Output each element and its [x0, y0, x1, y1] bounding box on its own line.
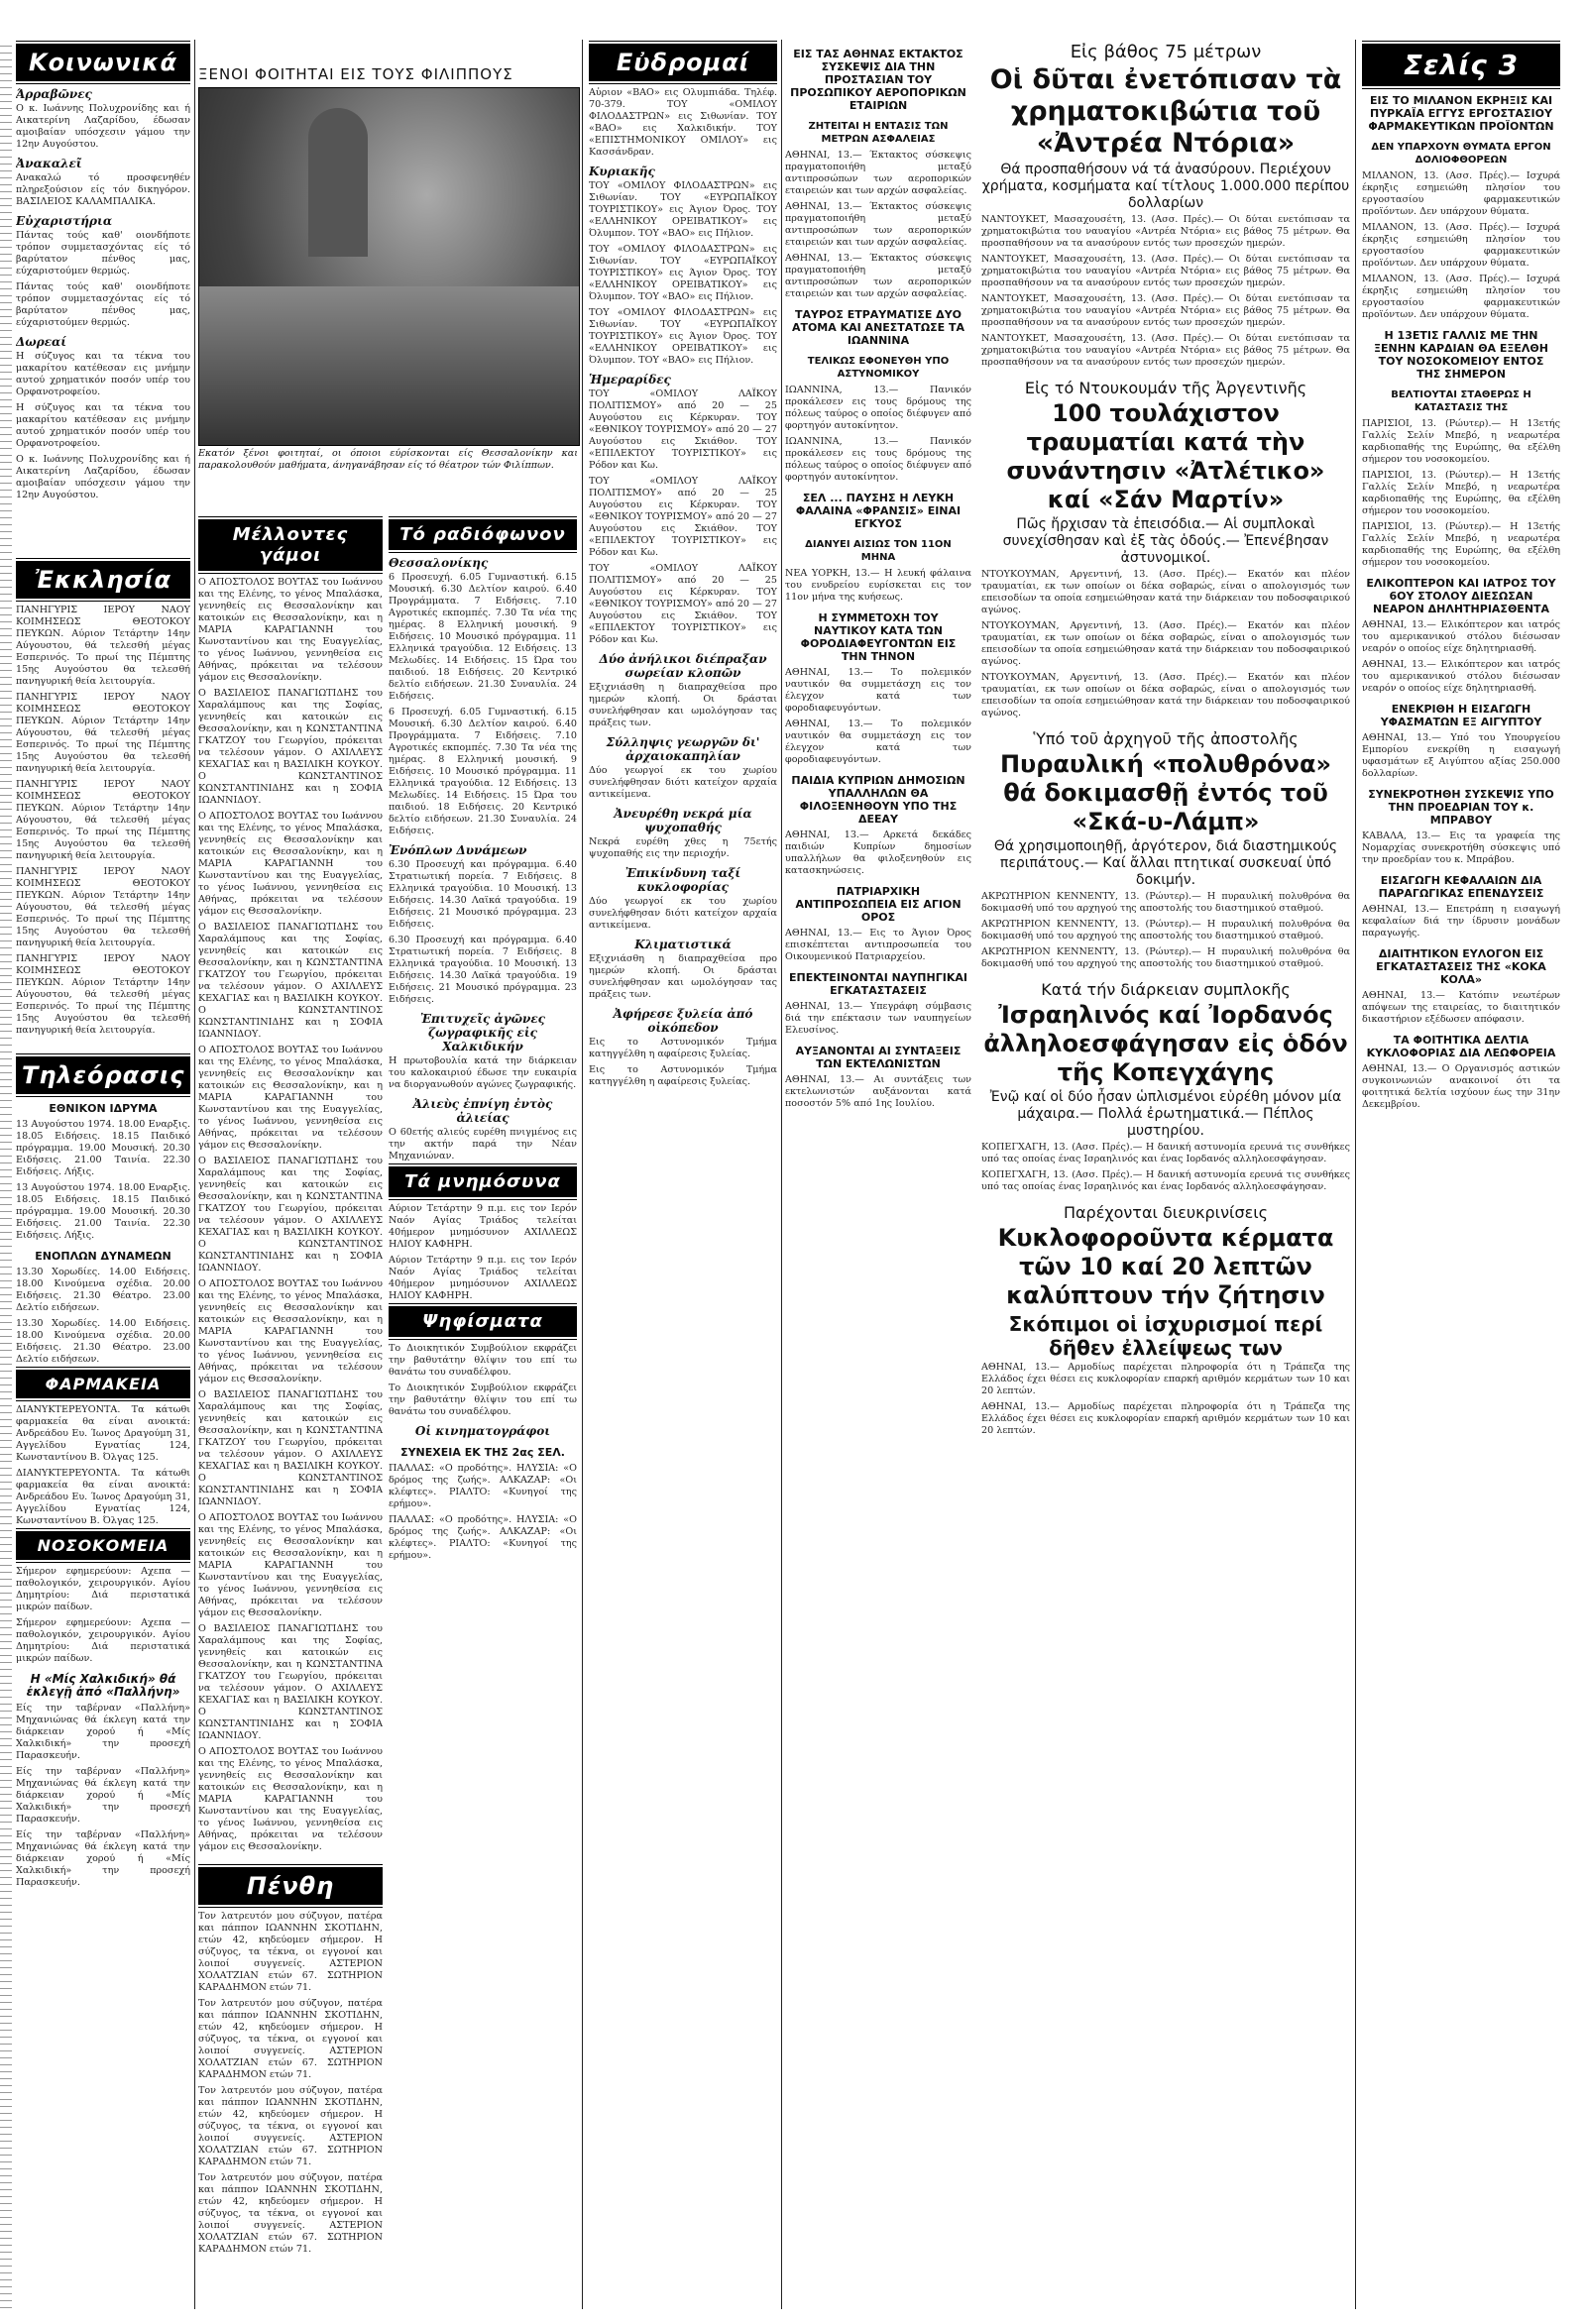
- article-headline: Κλιματιστικά: [634, 938, 732, 951]
- article-headline: ΕΠΕΚΤΕΙΝΟΝΤΑΙ ΝΑΥΠΗΓΙΚΑΙ ΕΓΚΑΤΑΣΤΑΣΕΙΣ: [789, 971, 967, 997]
- wedding-text: Ο ΑΠΟΣΤΟΛΟΣ ΒΟΥΤΑΣ του Ιωάννου και της Ελένης, το γένος Μπαλάσκα, γεννηθείς εις Θεσσαλονίκην και κατοικών εις Θεσσαλονίκην, και η ΜΑΡΙΑ ΚΑΡΑΓΙΑΝΝΗ του Κωνσταντίνου και της Ευαγγελίας, το γένος Ιωάννου, γεννηθείσα εις Αθήνας, πρόκειται να τελέσουν γάμον εις Θεσσαλονίκην.: [198, 1746, 383, 1852]
- article-kicker: Παρέχονται διευκρινίσεις: [1063, 1203, 1269, 1222]
- tv-channel-title: ΕΝΟΠΛΩΝ ΔΥΝΑΜΕΩΝ: [35, 1250, 171, 1263]
- article-text: ΑΘΗΝΑΙ, 13.— Επετράπη η εισαγωγή κεφαλαίων διά την ίδρυσιν μονάδων παραγωγής.: [1362, 904, 1560, 939]
- tv-schedule: 13.30 Χορωδίες. 14.00 Ειδήσεις. 18.00 Κινούμενα σχέδια. 20.00 Ειδήσεις. 21.30 Θέατρο. 23.00 Δελτίο ειδήσεων.: [16, 1267, 190, 1313]
- article-headline: ΤΑΥΡΟΣ ΕΤΡΑΥΜΑΤΙΣΕ ΔΥΟ ΑΤΟΜΑ ΚΑΙ ΑΝΕΣΤΑΤΩΣΕ ΤΑ ΙΩΑΝΝΙΝΑ: [791, 308, 965, 347]
- article-text: ΑΘΗΝΑΙ, 13.— Εις το Άγιον Όρος επισκέπτεται αντιπροσωπεία του Οικουμενικού Πατριαρχείου.: [785, 928, 971, 962]
- article-subheadline: Σκόπιμοι οἱ ἰσχυρισμοί περί δῆθεν ἐλλείψεως των: [1008, 1312, 1323, 1360]
- article-text: ΙΩΑΝΝΙΝΑ, 13.— Πανικόν προκάλεσεν εις τους δρόμους της πόλεως ταύρος ο οποίος διέφυγεν από φορτηγόν αυτοκίνητον.: [785, 385, 971, 431]
- pharmacies-text: ΔΙΑΝΥΚΤΕΡΕΥΟΝΤΑ. Τα κάτωθι φαρμακεία θα είναι ανοικτά: Ανδρεάδου Ευ. Ίωνος Δραγούμη 31, Αγγελίδου Εγνατίας 124, Κωνσταντίνου Β. Όλγας 125.: [16, 1468, 190, 1526]
- tv-channel-title: ΕΘΝΙΚΟΝ ΙΔΡΥΜΑ: [49, 1102, 158, 1115]
- article-text: ΠΑΡΙΣΙΟΙ, 13. (Ρώυτερ).— Η 13ετής Γαλλίς Σελίν Μπεβό, η νεαρωτέρα καρδιοπαθής της Ευρώπης, θα εξέλθη σήμερον του νοσοκομείου.: [1362, 521, 1560, 568]
- article-text: ΝΑΝΤΟΥΚΕΤ, Μασαχουσέτη, 13. (Ασσ. Πρές).— Οι δύται ενετόπισαν τα χρηματοκιβώτια του ναυαγίου «Αντρέα Ντόρια» εις βάθος 75 μέτρων. Θα προσπαθήσουν να τα ανασύρουν εντός των προσεχών ημερών.: [981, 293, 1350, 328]
- radio-schedule: 6.30 Προσευχή και πρόγραμμα. 6.40 Στρατιωτική πορεία. 7 Ειδήσεις. 8 Ελληνικά τραγούδια. 10 Μουσική. 13 Ειδήσεις. 14.30 Λαϊκά τραγούδια. 19 Ειδήσεις. 21 Μουσικό πρόγραμμα. 23 Ειδήσεις.: [389, 935, 577, 1005]
- column-rule: [781, 40, 782, 2309]
- article-text: Είς την ταβέρναν «Παλλήνη» Μηχανιώνας θά έκλεγη κατά την διάρκειαν χορού ή «Μίς Χαλκιδική» την προσεχή Παρασκευήν.: [16, 1703, 190, 1761]
- article-headline: Ἐπικίνδυνη ταξί κυκλοφορίας: [624, 866, 741, 894]
- article-text: ΝΑΝΤΟΥΚΕΤ, Μασαχουσέτη, 13. (Ασσ. Πρές).— Οι δύται ενετόπισαν τα χρηματοκιβώτια του ναυαγίου «Αντρέα Ντόρια» εις βάθος 75 μέτρων. Θα προσπαθήσουν να τα ανασύρουν εντός των προσεχών ημερών.: [981, 214, 1350, 249]
- cinema-text: ΠΑΛΛΑΣ: «Ο προδότης». ΗΛΥΣΙΑ: «Ο δρόμος της ζωής». ΑΛΚΑΖΑΡ: «Οι κλέφτες». ΡΙΑΛΤΟ: «Κυνηγοί της ερήμου».: [389, 1463, 577, 1509]
- tv-schedule: 13 Αυγούστου 1974. 18.00 Εναρξις. 18.05 Ειδήσεις. 18.15 Παιδικό πρόγραμμα. 19.00 Μουσική. 20.30 Ειδήσεις. 21.00 Ταινία. 22.30 Ειδήσεις. Λήξις.: [16, 1182, 190, 1241]
- wedding-text: Ο ΑΠΟΣΤΟΛΟΣ ΒΟΥΤΑΣ του Ιωάννου και της Ελένης, το γένος Μπαλάσκα, γεννηθείς εις Θεσσαλονίκην και κατοικών εις Θεσσαλονίκην, και η ΜΑΡΙΑ ΚΑΡΑΓΙΑΝΝΗ του Κωνσταντίνου και της Ευαγγελίας, το γένος Ιωάννου, γεννηθείσα εις Αθήνας, πρόκειται να τελέσουν γάμον εις Θεσσαλονίκην.: [198, 577, 383, 683]
- section-text: Η σύζυγος και τα τέκνα του μακαρίτου κατέθεσαν εις μνήμην αυτού χρηματικόν ποσόν υπέρ του Ορφανοτροφείου.: [16, 402, 190, 449]
- article-kicker: Ὑπό τοῦ ἀρχηγοῦ τῆς ἀποστολῆς: [1033, 729, 1299, 748]
- article-text: ΑΚΡΩΤΗΡΙΟΝ ΚΕΝΝΕΝΤΥ, 13. (Ρώυτερ).— Η πυραυλική πολυθρόνα θα δοκιμασθή υπό του αρχηγού της αποστολής του διαστημικού σταθμού.: [981, 919, 1350, 941]
- article-text: Δύο γεωργοί εκ του χωρίου συνελήφθησαν διότι κατείχον αρχαία αντικείμενα.: [589, 765, 777, 800]
- wedding-text: Ο ΒΑΣΙΛΕΙΟΣ ΠΑΝΑΓΙΩΤΙΔΗΣ του Χαραλάμπους και της Σοφίας, γεννηθείς και κατοικών εις Θεσσαλονίκην, και η ΚΩΝΣΤΑΝΤΙΝΑ ΓΚΑΤΖΟΥ του Γεωργίου, πρόκειται να τελέσουν γάμον. Ο ΑΧΙΛΛΕΥΣ ΚΕΧΑΓΙΑΣ και η ΒΑΣΙΛΙΚΗ ΚΟΥΚΟΥ. Ο ΚΩΝΣΤΑΝΤΙΝΟΣ ΚΩΝΣΤΑΝΤΙΝΙΔΗΣ και η ΣΟΦΙΑ ΙΩΑΝΝΙΔΟΥ.: [198, 1156, 383, 1273]
- article-headline: ΠΑΤΡΙΑΡΧΙΚΗ ΑΝΤΙΠΡΟΣΩΠΕΙΑ ΕΙΣ ΑΓΙΟΝ ΟΡΟΣ: [795, 885, 962, 924]
- section-text: Ο κ. Ιωάννης Πολυχρονίδης και ή Αικατερίνη Λαζαρίδου, έδωσαν αμοιβαίαν υπόσχεσιν γάμου την 12ην Αυγούστου.: [16, 454, 190, 500]
- article-headline: ΑΥΞΑΝΟΝΤΑΙ ΑΙ ΣΥΝΤΑΞΕΙΣ ΤΩΝ ΕΚΤΕΛΩΝΙΣΤΩΝ: [795, 1045, 962, 1070]
- article-text: ΙΩΑΝΝΙΝΑ, 13.— Πανικόν προκάλεσεν εις τους δρόμους της πόλεως ταύρος ο οποίος διέφυγεν από φορτηγόν αυτοκίνητον.: [785, 436, 971, 483]
- article-text: ΑΘΗΝΑΙ, 13.— Αρμοδίως παρέχεται πληροφορία ότι η Τράπεζα της Ελλάδος έχει θέσει εις κυκλοφορίαν επαρκή αριθμόν κερμάτων των 10 και 20 λεπτών.: [981, 1362, 1350, 1396]
- section-header-radio: Τό ραδιόφωνον: [389, 519, 577, 550]
- excursion-text: ΤΟΥ «ΟΜΙΛΟΥ ΦΙΛΟΔΑΣΤΡΩΝ» εις Σιθωνίαν. ΤΟΥ «ΕΥΡΩΠΑΪΚΟΥ ΤΟΥΡΙΣΤΙΚΟΥ» εις Άγιον Όρος. ΤΟΥ «ΕΛΛΗΝΙΚΟΥ ΟΡΕΙΒΑΤΙΚΟΥ» εις Όλυμπον. ΤΟΥ «ΒΑΟ» εις Πήλιον.: [589, 307, 777, 366]
- column-main-news: [981, 40, 1350, 2309]
- resolution-text: Το Διοικητικόν Συμβούλιον εκφράζει την βαθυτάτην θλίψιν του επί τω θανάτω του συναδέλφου.: [389, 1343, 577, 1378]
- article-kicker: Εἰς βάθος 75 μέτρων: [1070, 42, 1262, 62]
- article-headline: ΕΙΣΑΓΩΓΗ ΚΕΦΑΛΑΙΩΝ ΔΙΑ ΠΑΡΑΓΩΓΙΚΑΣ ΕΠΕΝΔΥΣΕΙΣ: [1378, 874, 1544, 900]
- photo-header: ΞΕΝΟΙ ΦΟΙΤΗΤΑΙ ΕΙΣ ΤΟΥΣ ΦΙΛΙΠΠΟΥΣ: [198, 65, 513, 83]
- tower-shape: [308, 108, 368, 257]
- church-text: ΠΑΝΗΓΥΡΙΣ ΙΕΡΟΥ ΝΑΟΥ ΚΟΙΜΗΣΕΩΣ ΘΕΟΤΟΚΟΥ ΠΕΥΚΩΝ. Αύριον Τετάρτην 14ην Αύγουστου, θά τελεσθή μέγας Εσπερινός. Το πρωί της Πέμπτης 15ης Αυγούστου θα τελεσθή πανηγυρική θεία λειτουργία.: [16, 605, 190, 687]
- wedding-text: Ο ΒΑΣΙΛΕΙΟΣ ΠΑΝΑΓΙΩΤΙΔΗΣ του Χαραλάμπους και της Σοφίας, γεννηθείς και κατοικών εις Θεσσαλονίκην, και η ΚΩΝΣΤΑΝΤΙΝΑ ΓΚΑΤΖΟΥ του Γεωργίου, πρόκειται να τελέσουν γάμον. Ο ΑΧΙΛΛΕΥΣ ΚΕΧΑΓΙΑΣ και η ΒΑΣΙΛΙΚΗ ΚΟΥΚΟΥ. Ο ΚΩΝΣΤΑΝΤΙΝΟΣ ΚΩΝΣΤΑΝΤΙΝΙΔΗΣ και η ΣΟΦΙΑ ΙΩΑΝΝΙΔΟΥ.: [198, 1389, 383, 1507]
- section-header-church: Ἐκκλησία: [16, 561, 190, 599]
- article-text: ΝΤΟΥΚΟΥΜΑΝ, Αργεντινή, 13. (Ασσ. Πρές).— Εκατόν και πλέον τραυματίαι, εκ των οποίων οι δέκα σοβαρώς, είναι ο απολογισμός των επεισοδίων τα οποία εσημειώθησαν κατά την διάρκειαν του ποδοσφαιρικού αγώνος.: [981, 620, 1350, 667]
- column-social: [16, 40, 190, 2309]
- section-title: Εὐχαριστήρια: [16, 214, 113, 228]
- column-rule: [1355, 40, 1356, 2309]
- memorial-text: Αύριον Τετάρτην 9 π.μ. εις τον Ιερόν Ναόν Αγίας Τριάδος τελείται 40ήμερον μνημόσυνον ΑΧΙΛΛΕΩΣ ΗΛΙΟΥ ΚΑΦΗΡΗ.: [389, 1255, 577, 1301]
- wedding-text: Ο ΒΑΣΙΛΕΙΟΣ ΠΑΝΑΓΙΩΤΙΔΗΣ του Χαραλάμπους και της Σοφίας, γεννηθείς και κατοικών εις Θεσσαλονίκην, και η ΚΩΝΣΤΑΝΤΙΝΑ ΓΚΑΤΖΟΥ του Γεωργίου, πρόκειται να τελέσουν γάμον. Ο ΑΧΙΛΛΕΥΣ ΚΕΧΑΓΙΑΣ και η ΒΑΣΙΛΙΚΗ ΚΟΥΚΟΥ. Ο ΚΩΝΣΤΑΝΤΙΝΟΣ ΚΩΝΣΤΑΝΤΙΝΙΔΗΣ και η ΣΟΦΙΑ ΙΩΑΝΝΙΔΟΥ.: [198, 922, 383, 1040]
- hospitals-text: Σήμερον εφημερεύουν: Αχεπα — παθολογικόν, χειρουργικόν. Αγίου Δημητρίου: Διά περιστατικά μικρών παίδων.: [16, 1566, 190, 1612]
- section-header-weddings: Μέλλοντες γάμοι: [198, 519, 383, 571]
- article-text: ΜΙΛΑΝΟΝ, 13. (Ασσ. Πρές).— Ισχυρά έκρηξις εσημειώθη πλησίον του εργοστασίου φαρμακευτικών προϊόντων. Δεν υπάρχουν θύματα.: [1362, 170, 1560, 217]
- article-text: Είς την ταβέρναν «Παλλήνη» Μηχανιώνας θά έκλεγη κατά την διάρκειαν χορού ή «Μίς Χαλκιδική» την προσεχή Παρασκευήν.: [16, 1766, 190, 1825]
- article-text: ΜΙΛΑΝΟΝ, 13. (Ασσ. Πρές).— Ισχυρά έκρηξις εσημειώθη πλησίον του εργοστασίου φαρμακευτικών προϊόντων. Δεν υπάρχουν θύματα.: [1362, 274, 1560, 320]
- hospitals-text: Σήμερον εφημερεύουν: Αχεπα — παθολογικόν, χειρουργικόν. Αγίου Δημητρίου: Διά περιστατικά μικρών παίδων.: [16, 1617, 190, 1664]
- column-radio: [389, 515, 577, 2309]
- article-subhead: ΒΕΛΤΙΟΥΤΑΙ ΣΤΑΘΕΡΩΣ Η ΚΑΤΑΣΤΑΣΙΣ ΤΗΣ: [1391, 389, 1531, 413]
- article-text: ΚΟΠΕΓΧΑΓΗ, 13. (Ασσ. Πρές).— Η δανική αστυνομία ερευνά τις συνθήκες υπό τας οποίας ένας Ισραηλινός και ένας Ιορδανός αλληλοεσφάγησαν.: [981, 1142, 1350, 1164]
- wedding-text: Ο ΑΠΟΣΤΟΛΟΣ ΒΟΥΤΑΣ του Ιωάννου και της Ελένης, το γένος Μπαλάσκα, γεννηθείς εις Θεσσαλονίκην και κατοικών εις Θεσσαλονίκην, και η ΜΑΡΙΑ ΚΑΡΑΓΙΑΝΝΗ του Κωνσταντίνου και της Ευαγγελίας, το γένος Ιωάννου, γεννηθείσα εις Αθήνας, πρόκειται να τελέσουν γάμον εις Θεσσαλονίκην.: [198, 1045, 383, 1151]
- column-rule: [194, 40, 195, 2309]
- article-text: ΑΘΗΝΑΙ, 13.— Ελικόπτερον και ιατρός του αμερικανικού στόλου διέσωσαν νεαρόν ο οποίος είχε δηλητηριασθή.: [1362, 659, 1560, 694]
- article-text: ΠΑΡΙΣΙΟΙ, 13. (Ρώυτερ).— Η 13ετής Γαλλίς Σελίν Μπεβό, η νεαρωτέρα καρδιοπαθής της Ευρώπης, θα εξέλθη σήμερον του νοσοκομείου.: [1362, 418, 1560, 465]
- radio-station-title: Ἐνόπλων Δυνάμεων: [389, 843, 527, 857]
- pharmacies-text: ΔΙΑΝΥΚΤΕΡΕΥΟΝΤΑ. Τα κάτωθι φαρμακεία θα είναι ανοικτά: Ανδρεάδου Ευ. Ίωνος Δραγούμη 31, Αγγελίδου Εγνατίας 124, Κωνσταντίνου Β. Όλγας 125.: [16, 1404, 190, 1463]
- article-headline: Ἀλιεὺς ἐπνίγη ἐντὸς ἀλιείας: [412, 1097, 553, 1125]
- memorial-text: Αύριον Τετάρτην 9 π.μ. εις τον Ιερόν Ναόν Αγίας Τριάδος τελείται 40ήμερον μνημόσυνον ΑΧΙΛΛΕΩΣ ΗΛΙΟΥ ΚΑΦΗΡΗ.: [389, 1203, 577, 1250]
- article-headline: ΔΙΑΙΤΗΤΙΚΟΝ ΕΥΛΟΓΟΝ ΕΙΣ ΕΓΚΑΤΑΣΤΑΣΕΙΣ ΤΗΣ «ΚΟΚΑ ΚΟΛΑ»: [1376, 947, 1546, 986]
- radio-schedule: 6 Προσευχή. 6.05 Γυμναστική. 6.15 Μουσική. 6.30 Δελτίον καιρού. 6.40 Προγράμματα. 7 Ειδήσεις. 7.10 Αγροτικές εκπομπές. 7.30 Τα νέα της ημέρας. 8 Ελληνική μουσική. 9 Ειδήσεις. 10 Μουσικό πρόγραμμα. 11 Ελληνικά τραγούδια. 12 Ειδήσεις. 13 Μελωδίες. 14 Ειδήσεις. 15 Ώρα του παιδιού. 18 Ειδήσεις. 20 Κεντρικό δελτίο ειδήσεων. 21.30 Συναυλία. 24 Ειδήσεις.: [389, 707, 577, 836]
- article-headline: 100 τουλάχιστον τραυματίαι κατά τὴν συνάντησιν «Ἀτλέτικο» καί «Σάν Μαρτίν»: [1006, 399, 1325, 513]
- section-header-resolutions: Ψηφίσματα: [389, 1306, 577, 1337]
- article-headline: ΕΛΙΚΟΠΤΕΡΟΝ ΚΑΙ ΙΑΤΡΟΣ ΤΟΥ 6ΟΥ ΣΤΟΛΟΥ ΔΙΕΣΩΣΑΝ ΝΕΑΡΟΝ ΔΗΛΗΤΗΡΙΑΣΘΕΝΤΑ: [1366, 577, 1556, 615]
- article-text: Εξιχνιάσθη η διαπραχθείσα προ ημερών κλοπή. Οι δράσται συνελήφθησαν και ωμολόγησαν τας πράξεις των.: [589, 682, 777, 728]
- section-header-hospitals: ΝΟΣΟΚΟΜΕΙΑ: [16, 1531, 190, 1560]
- article-headline: Οἱ κινηματογράφοι: [414, 1424, 551, 1438]
- mourning-text: Τον λατρευτόν μου σύζυγον, πατέρα και πάππον ΙΩΑΝΝΗΝ ΣΚΟΤΙΔΗΝ, ετών 42, κηδεύομεν σήμερον. Η σύζυγος, τα τέκνα, οι εγγονοί και λοιποί συγγενείς. ΑΣΤΕΡΙΟΝ ΧΟΛΑΤΖΙΑΝ ετών 67. ΣΩΤΗΡΙΟΝ ΚΑΡΑΔΗΜΟΝ ετών 71.: [198, 1911, 383, 1993]
- article-kicker: Κατά τήν διάρκειαν συμπλοκῆς: [1041, 980, 1291, 999]
- tv-schedule: 13.30 Χορωδίες. 14.00 Ειδήσεις. 18.00 Κινούμενα σχέδια. 20.00 Ειδήσεις. 21.30 Θέατρο. 23.00 Δελτίο ειδήσεων.: [16, 1318, 190, 1365]
- article-text: ΝΑΝΤΟΥΚΕΤ, Μασαχουσέτη, 13. (Ασσ. Πρές).— Οι δύται ενετόπισαν τα χρηματοκιβώτια του ναυαγίου «Αντρέα Ντόρια» εις βάθος 75 μέτρων. Θα προσπαθήσουν να τα ανασύρουν εντός των προσεχών ημερών.: [981, 333, 1350, 368]
- article-headline: Οἱ δῦται ἐνετόπισαν τὰ χρηματοκιβώτια τοῦ «Ἀντρέα Ντόρια»: [989, 64, 1342, 159]
- section-title: Ἀνακαλεῖ: [16, 157, 82, 170]
- wedding-text: Ο ΑΠΟΣΤΟΛΟΣ ΒΟΥΤΑΣ του Ιωάννου και της Ελένης, το γένος Μπαλάσκα, γεννηθείς εις Θεσσαλονίκην και κατοικών εις Θεσσαλονίκην, και η ΜΑΡΙΑ ΚΑΡΑΓΙΑΝΝΗ του Κωνσταντίνου και της Ευαγγελίας, το γένος Ιωάννου, γεννηθείσα εις Αθήνας, πρόκειται να τελέσουν γάμον εις Θεσσαλονίκην.: [198, 1278, 383, 1384]
- article-headline: ΤΑ ΦΟΙΤΗΤΙΚΑ ΔΕΛΤΙΑ ΚΥΚΛΟΦΟΡΙΑΣ ΔΙΑ ΛΕΩΦΟΡΕΙΑ: [1366, 1034, 1556, 1059]
- article-headline: ΠΑΙΔΙΑ ΚΥΠΡΙΩΝ ΔΗΜΟΣΙΩΝ ΥΠΑΛΛΗΛΩΝ ΘΑ ΦΙΛΟΞΕΝΗΘΟΥΝ ΥΠΟ ΤΗΣ ΔΕΕΑΥ: [791, 774, 965, 826]
- article-headline: ΕΙΣ ΤΑΣ ΑΘΗΝΑΣ ΕΚΤΑΚΤΟΣ ΣΥΣΚΕΨΙΣ ΔΙΑ ΤΗΝ ΠΡΟΣΤΑΣΙΑΝ ΤΟΥ ΠΡΟΣΩΠΙΚΟΥ ΑΕΡΟΠΟΡΙΚΩΝ ΕΤΑΙΡΙΩΝ: [790, 48, 966, 112]
- mourning-text: Τον λατρευτόν μου σύζυγον, πατέρα και πάππον ΙΩΑΝΝΗΝ ΣΚΟΤΙΔΗΝ, ετών 42, κηδεύομεν σήμερον. Η σύζυγος, τα τέκνα, οι εγγονοί και λοιποί συγγενείς. ΑΣΤΕΡΙΟΝ ΧΟΛΑΤΖΙΑΝ ετών 67. ΣΩΤΗΡΙΟΝ ΚΑΡΑΔΗΜΟΝ ετών 71.: [198, 2172, 383, 2255]
- article-text: ΠΑΡΙΣΙΟΙ, 13. (Ρώυτερ).— Η 13ετής Γαλλίς Σελίν Μπεβό, η νεαρωτέρα καρδιοπαθής της Ευρώπης, θα εξέλθη σήμερον του νοσοκομείου.: [1362, 470, 1560, 516]
- article-text: Δύο γεωργοί εκ του χωρίου συνελήφθησαν διότι κατείχον αρχαία αντικείμενα.: [589, 896, 777, 931]
- article-text: ΑΚΡΩΤΗΡΙΟΝ ΚΕΝΝΕΝΤΥ, 13. (Ρώυτερ).— Η πυραυλική πολυθρόνα θα δοκιμασθή υπό του αρχηγού της αποστολής του διαστημικού σταθμού.: [981, 891, 1350, 914]
- cinema-text: ΠΑΛΛΑΣ: «Ο προδότης». ΗΛΥΣΙΑ: «Ο δρόμος της ζωής». ΑΛΚΑΖΑΡ: «Οι κλέφτες». ΡΙΑΛΤΟ: «Κυνηγοί της ερήμου».: [389, 1514, 577, 1561]
- excursion-text: ΤΟΥ «ΟΜΙΛΟΥ ΦΙΛΟΔΑΣΤΡΩΝ» εις Σιθωνίαν. ΤΟΥ «ΕΥΡΩΠΑΪΚΟΥ ΤΟΥΡΙΣΤΙΚΟΥ» εις Άγιον Όρος. ΤΟΥ «ΕΛΛΗΝΙΚΟΥ ΟΡΕΙΒΑΤΙΚΟΥ» εις Όλυμπον. ΤΟΥ «ΒΑΟ» εις Πήλιον.: [589, 180, 777, 239]
- article-text: ΑΘΗΝΑΙ, 13.— Έκτακτος σύσκεψις πραγματοποιήθη μεταξύ αντιπροσώπων των αεροπορικών εταιρειών και των αρχών ασφαλείας.: [785, 150, 971, 196]
- section-text: Ο κ. Ιωάννης Πολυχρονίδης και ή Αικατερίνη Λαζαρίδου, έδωσαν αμοιβαίαν υπόσχεσιν γάμου την 12ην Αυγούστου.: [16, 103, 190, 150]
- section-header-tv: Τηλεόρασις: [16, 1056, 190, 1094]
- column-excursions: [589, 40, 777, 2309]
- article-text: ΝΕΑ ΥΟΡΚΗ, 13.— Η λευκή φάλαινα του ενυδρείου ευρίσκεται εις τον 11ον μήνα της κυήσεως.: [785, 568, 971, 603]
- article-headline: ΣΕΛ ... ΠΑΥΣΗΣ Η ΛΕΥΚΗ ΦΑΛΑΙΝΑ «ΦΡΑΝΣΙΣ» ΕΙΝΑΙ ΕΓΚΥΟΣ: [795, 492, 962, 530]
- article-text: Ο 60ετής αλιεύς ευρέθη πνιγμένος εις την ακτήν παρά την Νέαν Μηχανιώναν.: [389, 1127, 577, 1162]
- article-subhead: ΔΕΝ ΥΠΑΡΧΟΥΝ ΘΥΜΑΤΑ ΕΡΓΟΝ ΔΟΛΙΟΦΘΟΡΕΩΝ: [1371, 142, 1551, 166]
- section-text: Πάντας τούς καθ' οιονδήποτε τρόπον συμμετασχόντας είς τό βαρύτατον πένθος μας, εύχαριστούμεν θερμώς.: [16, 230, 190, 277]
- excursion-day-title: Κυριακῆς: [589, 165, 655, 178]
- church-text: ΠΑΝΗΓΥΡΙΣ ΙΕΡΟΥ ΝΑΟΥ ΚΟΙΜΗΣΕΩΣ ΘΕΟΤΟΚΟΥ ΠΕΥΚΩΝ. Αύριον Τετάρτην 14ην Αύγουστου, θά τελεσθή μέγας Εσπερινός. Το πρωί της Πέμπτης 15ης Αυγούστου θα τελεσθή πανηγυρική θεία λειτουργία.: [16, 953, 190, 1036]
- article-text: ΑΘΗΝΑΙ, 13.— Το πολεμικόν ναυτικόν θα συμμετάσχη εις τον έλεγχον κατά των φοροδιαφευγόντων.: [785, 719, 971, 765]
- page-edge: [0, 40, 12, 2309]
- article-text: ΑΘΗΝΑΙ, 13.— Αρμοδίως παρέχεται πληροφορία ότι η Τράπεζα της Ελλάδος έχει θέσει εις κυκλοφορίαν επαρκή αριθμόν κερμάτων των 10 και 20 λεπτών.: [981, 1401, 1350, 1436]
- article-subhead: ΔΙΑΝΥΕΙ ΑΙΣΙΩΣ ΤΟΝ 11ΟΝ ΜΗΝΑ: [805, 539, 952, 563]
- wedding-text: Ο ΒΑΣΙΛΕΙΟΣ ΠΑΝΑΓΙΩΤΙΔΗΣ του Χαραλάμπους και της Σοφίας, γεννηθείς και κατοικών εις Θεσσαλονίκην, και η ΚΩΝΣΤΑΝΤΙΝΑ ΓΚΑΤΖΟΥ του Γεωργίου, πρόκειται να τελέσουν γάμον. Ο ΑΧΙΛΛΕΥΣ ΚΕΧΑΓΙΑΣ και η ΒΑΣΙΛΙΚΗ ΚΟΥΚΟΥ. Ο ΚΩΝΣΤΑΝΤΙΝΟΣ ΚΩΝΣΤΑΝΤΙΝΙΔΗΣ και η ΣΟΦΙΑ ΙΩΑΝΝΙΔΟΥ.: [198, 1623, 383, 1741]
- article-text: ΑΘΗΝΑΙ, 13.— Υπό του Υπουργείου Εμπορίου ενεκρίθη η εισαγωγή υφασμάτων εξ Αιγύπτου αξίας 250.000 δολλαρίων.: [1362, 732, 1560, 779]
- article-deck: Πῶς ἤρχισαν τὰ ἐπεισόδια.— Αἱ συμπλοκαὶ συνεχίσθησαν καὶ ἐξ τὰς ὁδούς.— Ἐπενέβησαν ἀστυνομικοί.: [1002, 516, 1329, 566]
- article-kicker: Εἰς τό Ντουκουμάν τῆς Ἀργεντινῆς: [1024, 379, 1307, 397]
- article-headline: Ἐπιτυχεῖς ἀγῶνες ζωγραφικῆς εἰς Χαλκιδικήν: [420, 1012, 545, 1053]
- article-text: ΑΘΗΝΑΙ, 13.— Υπεγράφη σύμβασις διά την επέκτασιν των ναυπηγείων Ελευσίνος.: [785, 1001, 971, 1036]
- mourning-text: Τον λατρευτόν μου σύζυγον, πατέρα και πάππον ΙΩΑΝΝΗΝ ΣΚΟΤΙΔΗΝ, ετών 42, κηδεύομεν σήμερον. Η σύζυγος, τα τέκνα, οι εγγονοί και λοιποί συγγενείς. ΑΣΤΕΡΙΟΝ ΧΟΛΑΤΖΙΑΝ ετών 67. ΣΩΤΗΡΙΟΝ ΚΑΡΑΔΗΜΟΝ ετών 71.: [198, 2085, 383, 2167]
- article-text: Η πρωτοβουλία κατά την διάρκειαν του καλοκαιριού έδωσε την ευκαιρία να διοργανωθούν αγώνες ζωγραφικής.: [389, 1055, 577, 1090]
- section-header-pharmacies: ΦΑΡΜΑΚΕΙΑ: [16, 1370, 190, 1398]
- mourning-text: Τον λατρευτόν μου σύζυγον, πατέρα και πάππον ΙΩΑΝΝΗΝ ΣΚΟΤΙΔΗΝ, ετών 42, κηδεύομεν σήμερον. Η σύζυγος, τα τέκνα, οι εγγονοί και λοιποί συγγενείς. ΑΣΤΕΡΙΟΝ ΧΟΛΑΤΖΙΑΝ ετών 67. ΣΩΤΗΡΙΟΝ ΚΑΡΑΔΗΜΟΝ ετών 71.: [198, 1998, 383, 2080]
- article-headline: Η 13ΕΤΙΣ ΓΑΛΛΙΣ ΜΕ ΤΗΝ ΞΕΝΗΝ ΚΑΡΔΙΑΝ ΘΑ ΕΞΕΛΘΗ ΤΟΥ ΝΟΣΟΚΟΜΕΙΟΥ ΕΝΤΟΣ ΤΗΣ ΣΗΜΕΡΟΝ: [1374, 329, 1548, 381]
- article-headline: Ἰσραηλινός καί Ἰορδανός ἀλληλοεσφάγησαν εἰς ὁδόν τῆς Κοπεγχάγης: [983, 1001, 1348, 1086]
- article-text: ΝΑΝΤΟΥΚΕΤ, Μασαχουσέτη, 13. (Ασσ. Πρές).— Οι δύται ενετόπισαν τα χρηματοκιβώτια του ναυαγίου «Αντρέα Ντόρια» εις βάθος 75 μέτρων. Θα προσπαθήσουν να τα ανασύρουν εντός των προσεχών ημερών.: [981, 254, 1350, 288]
- article-text: Εις το Αστυνομικόν Τμήμα κατηγγέλθη η αφαίρεσις ξυλείας.: [589, 1064, 777, 1087]
- article-text: Εις το Αστυνομικόν Τμήμα κατηγγέλθη η αφαίρεσις ξυλείας.: [589, 1037, 777, 1059]
- excursion-text: ΤΟΥ «ΟΜΙΛΟΥ ΛΑΪΚΟΥ ΠΟΛΙΤΙΣΜΟΥ» από 20 — 25 Αυγούστου εις Κέρκυραν. ΤΟΥ «ΕΘΝΙΚΟΥ ΤΟΥΡΙΣΜΟΥ» από 20 — 27 Αυγούστου εις Σκιάθον. ΤΟΥ «ΕΠΙΛΕΚΤΟΥ ΤΟΥΡΙΣΤΙΚΟΥ» εις Ρόδον και Κω.: [589, 388, 777, 471]
- crowd-shape: [199, 286, 579, 445]
- tv-schedule: 13 Αυγούστου 1974. 18.00 Εναρξις. 18.05 Ειδήσεις. 18.15 Παιδικό πρόγραμμα. 19.00 Μουσική. 20.30 Ειδήσεις. 21.00 Ταινία. 22.30 Ειδήσεις. Λήξις.: [16, 1119, 190, 1177]
- article-text: ΑΘΗΝΑΙ, 13.— Αι συντάξεις των εκτελωνιστών αυξάνονται κατά ποσοστόν 5% από 1ης Ιουλίου.: [785, 1074, 971, 1109]
- resolution-text: Το Διοικητικόν Συμβούλιον εκφράζει την βαθυτάτην θλίψιν του επί τω θανάτω του συναδέλφου.: [389, 1383, 577, 1417]
- article-headline: ΣΥΝΕΚΡΟΤΗΘΗ ΣΥΣΚΕΨΙΣ ΥΠΟ ΤΗΝ ΠΡΟΕΔΡΙΑΝ ΤΟΥ κ. ΜΠΡΑΒΟΥ: [1368, 788, 1554, 827]
- article-headline: Πυραυλική «πολυθρόνα» θά δοκιμασθῇ ἐντός τοῦ «Σκά-υ-Λάμπ»: [999, 750, 1332, 835]
- article-headline: Η «Μίς Χαλκιδική» θά ἐκλεγῇ ἀπό «Παλλήνη»: [26, 1672, 180, 1699]
- excursion-text: ΤΟΥ «ΟΜΙΛΟΥ ΛΑΪΚΟΥ ΠΟΛΙΤΙΣΜΟΥ» από 20 — 25 Αυγούστου εις Κέρκυραν. ΤΟΥ «ΕΘΝΙΚΟΥ ΤΟΥΡΙΣΜΟΥ» από 20 — 27 Αυγούστου εις Σκιάθον. ΤΟΥ «ΕΠΙΛΕΚΤΟΥ ΤΟΥΡΙΣΤΙΚΟΥ» εις Ρόδον και Κω.: [589, 476, 777, 558]
- article-deck: Θά προσπαθήσουν νά τά ἀνασύρουν. Περιέχουν χρήματα, κοσμήματα καί τίτλους 1.000.000 περίπου δολλαρίων: [981, 162, 1350, 211]
- section-header-excursions: Εὐδρομαί: [589, 44, 777, 81]
- wedding-text: Ο ΑΠΟΣΤΟΛΟΣ ΒΟΥΤΑΣ του Ιωάννου και της Ελένης, το γένος Μπαλάσκα, γεννηθείς εις Θεσσαλονίκην και κατοικών εις Θεσσαλονίκην, και η ΜΑΡΙΑ ΚΑΡΑΓΙΑΝΝΗ του Κωνσταντίνου και της Ευαγγελίας, το γένος Ιωάννου, γεννηθείσα εις Αθήνας, πρόκειται να τελέσουν γάμον εις Θεσσαλονίκην.: [198, 1512, 383, 1618]
- excursion-day-title: Ἡμεραρίδες: [589, 373, 671, 387]
- article-headline: Ἀφήρεσε ξυλεία ἀπό οἰκόπεδον: [613, 1007, 753, 1035]
- section-title: Δωρεαί: [16, 335, 67, 349]
- article-text: Νεκρά ευρέθη χθες η 75ετής ψυχοπαθής εις την περιοχήν.: [589, 836, 777, 859]
- section-title: Άρραβῶνες: [16, 87, 92, 101]
- radio-schedule: 6.30 Προσευχή και πρόγραμμα. 6.40 Στρατιωτική πορεία. 7 Ειδήσεις. 8 Ελληνικά τραγούδια. 10 Μουσική. 13 Ειδήσεις. 14.30 Λαϊκά τραγούδια. 19 Ειδήσεις. 21 Μουσικό πρόγραμμα. 23 Ειδήσεις.: [389, 859, 577, 930]
- excursion-text: ΤΟΥ «ΟΜΙΛΟΥ ΛΑΪΚΟΥ ΠΟΛΙΤΙΣΜΟΥ» από 20 — 25 Αυγούστου εις Κέρκυραν. ΤΟΥ «ΕΘΝΙΚΟΥ ΤΟΥΡΙΣΜΟΥ» από 20 — 27 Αυγούστου εις Σκιάθον. ΤΟΥ «ΕΠΙΛΕΚΤΟΥ ΤΟΥΡΙΣΤΙΚΟΥ» εις Ρόδον και Κω.: [589, 563, 777, 645]
- article-text: ΑΘΗΝΑΙ, 13.— Έκτακτος σύσκεψις πραγματοποιήθη μεταξύ αντιπροσώπων των αεροπορικών εταιρειών και των αρχών ασφαλείας.: [785, 201, 971, 248]
- page-number-header: Σελίς 3: [1362, 44, 1560, 86]
- article-text: ΑΘΗΝΑΙ, 13.— Το πολεμικόν ναυτικόν θα συμμετάσχη εις τον έλεγχον κατά των φοροδιαφευγόντων.: [785, 667, 971, 714]
- continuation-note: ΣΥΝΕΧΕΙΑ ΕΚ ΤΗΣ 2ας ΣΕΛ.: [400, 1446, 565, 1459]
- section-text: Η σύζυγος και τα τέκνα του μακαρίτου κατέθεσαν εις μνήμην αυτού χρηματικόν ποσόν υπέρ του Ορφανοτροφείου.: [16, 351, 190, 397]
- radio-station-title: Θεσσαλονίκης: [389, 556, 489, 570]
- church-text: ΠΑΝΗΓΥΡΙΣ ΙΕΡΟΥ ΝΑΟΥ ΚΟΙΜΗΣΕΩΣ ΘΕΟΤΟΚΟΥ ΠΕΥΚΩΝ. Αύριον Τετάρτην 14ην Αύγουστου, θά τελεσθή μέγας Εσπερινός. Το πρωί της Πέμπτης 15ης Αυγούστου θα τελεσθή πανηγυρική θεία λειτουργία.: [16, 692, 190, 774]
- article-text: ΑΘΗΝΑΙ, 13.— Κατόπιν νεωτέρων απόψεων της εταιρείας, το διαιτητικόν δικαστήριον εξέδωσεν απόφασιν.: [1362, 990, 1560, 1025]
- excursion-text: Αὐριον «ΒΑΟ» εις Ολυμπιάδα. Τηλέφ. 70-379. ΤΟΥ «ΟΜΙΛΟΥ ΦΙΛΟΔΑΣΤΡΩΝ» εις Σιθωνίαν. ΤΟΥ «ΒΑΟ» εις Χαλκιδικήν. ΤΟΥ «ΕΠΙΣΤΗΜΟΝΙΚΟΥ ΟΜΙΛΟΥ» εις Κασσάνδραν.: [589, 87, 777, 158]
- article-text: ΜΙΛΑΝΟΝ, 13. (Ασσ. Πρές).— Ισχυρά έκρηξις εσημειώθη πλησίον του εργοστασίου φαρμακευτικών προϊόντων. Δεν υπάρχουν θύματα.: [1362, 222, 1560, 269]
- article-text: Εξιχνιάσθη η διαπραχθείσα προ ημερών κλοπή. Οι δράσται συνελήφθησαν και ωμολόγησαν τας πράξεις των.: [589, 953, 777, 1000]
- article-deck: Ἐνῷ καί οἱ δύο ἦσαν ὡπλισμένοι εὑρέθη μόνον μία μάχαιρα.— Πολλά ἐρωτηματικά.— Πέπλος μυστηρίου.: [989, 1089, 1342, 1139]
- article-text: ΑΘΗΝΑΙ, 13.— Ελικόπτερον και ιατρός του αμερικανικού στόλου διέσωσαν νεαρόν ο οποίος είχε δηλητηριασθή.: [1362, 619, 1560, 654]
- students-photo: [198, 87, 580, 446]
- article-text: ΑΘΗΝΑΙ, 13.— Αρκετά δεκάδες παιδιών Κυπρίων δημοσίων υπαλλήλων θα φιλοξενηθούν εις κατασκηνώσεις.: [785, 830, 971, 876]
- article-headline: Ἀνευρέθη νεκρά μία ψυχοπαθής: [614, 807, 752, 834]
- article-text: ΑΘΗΝΑΙ, 13.— Έκτακτος σύσκεψις πραγματοποιήθη μεταξύ αντιπροσώπων των αεροπορικών εταιρειών και των αρχών ασφαλείας.: [785, 253, 971, 299]
- section-text: Πάντας τούς καθ' οιονδήποτε τρόπον συμμετασχόντας είς τό βαρύτατον πένθος μας, εύχαριστούμεν θερμώς.: [16, 281, 190, 328]
- section-text: Ανακαλώ τό προσφενηθέν πληρεξούσιον είς τόν δικηγόρον. ΒΑΣΙΛΕΙΟΣ ΚΑΛΑΜΠΑΛΙΚΑ.: [16, 172, 190, 207]
- article-headline: Κυκλοφοροῦντα κέρματα τῶν 10 καί 20 λεπτῶν καλύπτουν τήν ζήτησιν: [997, 1224, 1334, 1309]
- church-text: ΠΑΝΗΓΥΡΙΣ ΙΕΡΟΥ ΝΑΟΥ ΚΟΙΜΗΣΕΩΣ ΘΕΟΤΟΚΟΥ ΠΕΥΚΩΝ. Αύριον Τετάρτην 14ην Αύγουστου, θά τελεσθή μέγας Εσπερινός. Το πρωί της Πέμπτης 15ης Αυγούστου θα τελεσθή πανηγυρική θεία λειτουργία.: [16, 779, 190, 861]
- column-news-brief: [785, 40, 971, 2309]
- wedding-text: Ο ΑΠΟΣΤΟΛΟΣ ΒΟΥΤΑΣ του Ιωάννου και της Ελένης, το γένος Μπαλάσκα, γεννηθείς εις Θεσσαλονίκην και κατοικών εις Θεσσαλονίκην, και η ΜΑΡΙΑ ΚΑΡΑΓΙΑΝΝΗ του Κωνσταντίνου και της Ευαγγελίας, το γένος Ιωάννου, γεννηθείσα εις Αθήνας, πρόκειται να τελέσουν γάμον εις Θεσσαλονίκην.: [198, 811, 383, 917]
- section-header-social: Κοινωνικά: [16, 44, 190, 81]
- article-text: ΑΘΗΝΑΙ, 13.— Ο Οργανισμός αστικών συγκοινωνιών ανακοινοί ότι τα φοιτητικά δελτία ισχύουν έως την 31ην Δεκεμβρίου.: [1362, 1063, 1560, 1110]
- article-headline: Σύλληψις γεωργῶν δι' ἀρχαιοκαπηλίαν: [606, 735, 760, 763]
- excursion-text: ΤΟΥ «ΟΜΙΛΟΥ ΦΙΛΟΔΑΣΤΡΩΝ» εις Σιθωνίαν. ΤΟΥ «ΕΥΡΩΠΑΪΚΟΥ ΤΟΥΡΙΣΤΙΚΟΥ» εις Άγιον Όρος. ΤΟΥ «ΕΛΛΗΝΙΚΟΥ ΟΡΕΙΒΑΤΙΚΟΥ» εις Όλυμπον. ΤΟΥ «ΒΑΟ» εις Πήλιον.: [589, 244, 777, 302]
- article-headline: ΕΙΣ ΤΟ ΜΙΛΑΝΟΝ ΕΚΡΗΞΙΣ ΚΑΙ ΠΥΡΚΑΪΑ ΕΓΓΥΣ ΕΡΓΟΣΤΑΣΙΟΥ ΦΑΡΜΑΚΕΥΤΙΚΩΝ ΠΡΟΪΟΝΤΩΝ: [1368, 94, 1554, 133]
- photo-caption: Εκατόν ξένοι φοιτηταί, οι όποιοι εύρίσκονται είς Θεσσαλονίκην και παρακολουθούν μαθήματα, άνηγανάβησαν είς τό θέατρον τών Φιλίππων.: [198, 448, 578, 471]
- section-header-memorials: Τά μνημόσυνα: [389, 1166, 577, 1197]
- article-text: ΝΤΟΥΚΟΥΜΑΝ, Αργεντινή, 13. (Ασσ. Πρές).— Εκατόν και πλέον τραυματίαι, εκ των οποίων οι δέκα σοβαρώς, είναι ο απολογισμός των επεισοδίων τα οποία εσημειώθησαν κατά την διάρκειαν του ποδοσφαιρικού αγώνος.: [981, 672, 1350, 719]
- article-headline: Δύο ἀνήλικοι διέπραξαν σωρείαν κλοπῶν: [599, 652, 767, 680]
- article-text: ΚΟΠΕΓΧΑΓΗ, 13. (Ασσ. Πρές).— Η δανική αστυνομία ερευνά τις συνθήκες υπό τας οποίας ένας Ισραηλινός και ένας Ιορδανός αλληλοεσφάγησαν.: [981, 1169, 1350, 1192]
- article-subhead: ΤΕΛΙΚΩΣ ΕΦΟΝΕΥΘΗ ΥΠΟ ΑΣΤΥΝΟΜΙΚΟΥ: [807, 356, 950, 380]
- article-headline: Η ΣΥΜΜΕΤΟΧΗ ΤΟΥ ΝΑΥΤΙΚΟΥ ΚΑΤΑ ΤΩΝ ΦΟΡΟΔΙΑΦΕΥΓΟΝΤΩΝ ΕΙΣ ΤΗΝ ΤΗΝΟΝ: [800, 611, 957, 663]
- column-page-three: [1362, 40, 1560, 2309]
- wedding-text: Ο ΒΑΣΙΛΕΙΟΣ ΠΑΝΑΓΙΩΤΙΔΗΣ του Χαραλάμπους και της Σοφίας, γεννηθείς και κατοικών εις Θεσσαλονίκην, και η ΚΩΝΣΤΑΝΤΙΝΑ ΓΚΑΤΖΟΥ του Γεωργίου, πρόκειται να τελέσουν γάμον. Ο ΑΧΙΛΛΕΥΣ ΚΕΧΑΓΙΑΣ και η ΒΑΣΙΛΙΚΗ ΚΟΥΚΟΥ. Ο ΚΩΝΣΤΑΝΤΙΝΟΣ ΚΩΝΣΤΑΝΤΙΝΙΔΗΣ και η ΣΟΦΙΑ ΙΩΑΝΝΙΔΟΥ.: [198, 688, 383, 806]
- article-subhead: ΖΗΤΕΙΤΑΙ Η ΕΝΤΑΣΙΣ ΤΩΝ ΜΕΤΡΩΝ ΑΣΦΑΛΕΙΑΣ: [808, 121, 949, 145]
- radio-schedule: 6 Προσευχή. 6.05 Γυμναστική. 6.15 Μουσική. 6.30 Δελτίον καιρού. 6.40 Προγράμματα. 7 Ειδήσεις. 7.10 Αγροτικές εκπομπές. 7.30 Τα νέα της ημέρας. 8 Ελληνική μουσική. 9 Ειδήσεις. 10 Μουσικό πρόγραμμα. 11 Ελληνικά τραγούδια. 12 Ειδήσεις. 13 Μελωδίες. 14 Ειδήσεις. 15 Ώρα του παιδιού. 18 Ειδήσεις. 20 Κεντρικό δελτίο ειδήσεων. 21.30 Συναυλία. 24 Ειδήσεις.: [389, 572, 577, 702]
- church-text: ΠΑΝΗΓΥΡΙΣ ΙΕΡΟΥ ΝΑΟΥ ΚΟΙΜΗΣΕΩΣ ΘΕΟΤΟΚΟΥ ΠΕΥΚΩΝ. Αύριον Τετάρτην 14ην Αύγουστου, θά τελεσθή μέγας Εσπερινός. Το πρωί της Πέμπτης 15ης Αυγούστου θα τελεσθή πανηγυρική θεία λειτουργία.: [16, 866, 190, 948]
- article-text: ΚΑΒΑΛΑ, 13.— Εις τα γραφεία της Νομαρχίας συνεκροτήθη σύσκεψις υπό την προεδρίαν του κ. Μπράβου.: [1362, 830, 1560, 865]
- article-text: ΑΚΡΩΤΗΡΙΟΝ ΚΕΝΝΕΝΤΥ, 13. (Ρώυτερ).— Η πυραυλική πολυθρόνα θα δοκιμασθή υπό του αρχηγού της αποστολής του διαστημικού σταθμού.: [981, 946, 1350, 969]
- article-headline: ΕΝΕΚΡΙΘΗ Η ΕΙΣΑΓΩΓΗ ΥΦΑΣΜΑΤΩΝ ΕΞ ΑΙΓΥΠΤΟΥ: [1380, 703, 1542, 728]
- article-deck: Θά χρησιμοποιηθῇ, ἀργότερον, διά διαστημικούς περιπάτους.— Καί ἄλλαι πτητικαί συσκευαί ὑπό δοκιμήν.: [993, 838, 1338, 888]
- section-header-mourning: Πένθη: [198, 1867, 383, 1905]
- article-text: ΝΤΟΥΚΟΥΜΑΝ, Αργεντινή, 13. (Ασσ. Πρές).— Εκατόν και πλέον τραυματίαι, εκ των οποίων οι δέκα σοβαρώς, είναι ο απολογισμός των επεισοδίων τα οποία εσημειώθησαν κατά την διάρκειαν του ποδοσφαιρικού αγώνος.: [981, 569, 1350, 615]
- article-text: Είς την ταβέρναν «Παλλήνη» Μηχανιώνας θά έκλεγη κατά την διάρκειαν χορού ή «Μίς Χαλκιδική» την προσεχή Παρασκευήν.: [16, 1829, 190, 1888]
- column-weddings: [198, 515, 383, 2309]
- column-rule: [582, 40, 583, 2309]
